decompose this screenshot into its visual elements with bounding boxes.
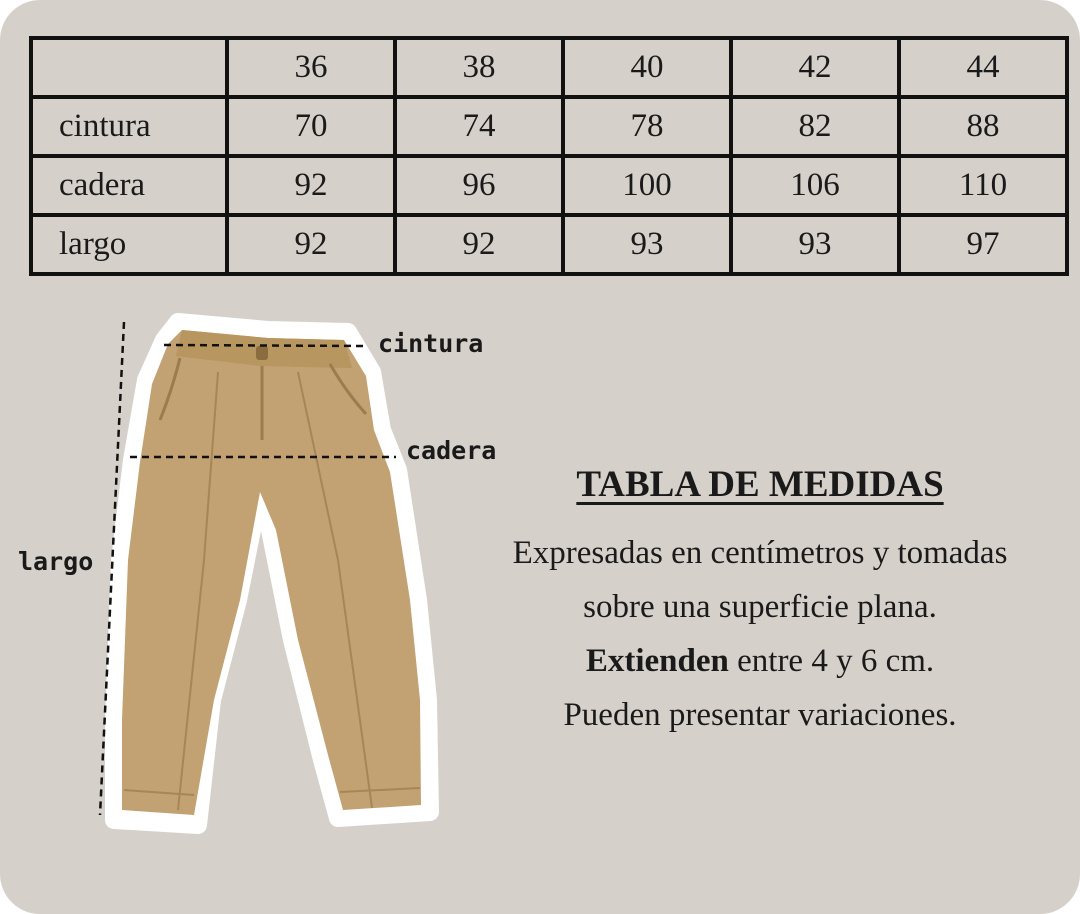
size-header-cell: 44 (899, 38, 1067, 97)
size-header-cell: 36 (227, 38, 395, 97)
cintura-line (164, 345, 366, 346)
info-line-4: Pueden presentar variaciones. (563, 697, 957, 733)
size-header-cell: 40 (563, 38, 731, 97)
cintura-label: cintura (378, 329, 484, 358)
info-line-2: sobre una superficie plana. (583, 589, 937, 625)
table-cell: 106 (731, 156, 899, 215)
table-cell: 96 (395, 156, 563, 215)
info-line-3-bold: Extienden (585, 643, 729, 679)
row-label-largo: largo (31, 215, 227, 274)
button-icon (256, 346, 268, 360)
measurement-info (440, 462, 1080, 742)
info-line-3-rest: entre 4 y 6 cm. (728, 643, 935, 679)
size-header-cell: 42 (731, 38, 899, 97)
table-header-row (31, 38, 1067, 97)
table-cell: 82 (731, 97, 899, 156)
table-row (31, 156, 1067, 215)
table-cell: 92 (395, 215, 563, 274)
table-row (31, 215, 1067, 274)
table-cell: 78 (563, 97, 731, 156)
table-cell: 92 (227, 215, 395, 274)
table-cell: 74 (395, 97, 563, 156)
table-cell: 70 (227, 97, 395, 156)
table-cell: 93 (563, 215, 731, 274)
table-cell: 88 (899, 97, 1067, 156)
cadera-label: cadera (406, 436, 497, 465)
table-cell: 110 (899, 156, 1067, 215)
table-row (31, 97, 1067, 156)
info-title: TABLA DE MEDIDAS (576, 464, 944, 505)
info-line-3 (440, 634, 1080, 688)
row-label-cadera: cadera (31, 156, 227, 215)
size-table (29, 36, 1069, 276)
table-cell: 97 (899, 215, 1067, 274)
table-cell: 100 (563, 156, 731, 215)
row-label-cintura: cintura (31, 97, 227, 156)
table-cell: 92 (227, 156, 395, 215)
size-header-cell: 38 (395, 38, 563, 97)
largo-label: largo (18, 547, 94, 576)
info-line-1: Expresadas en centímetros y tomadas (512, 535, 1008, 571)
table-corner-cell (31, 38, 227, 97)
table-cell: 93 (731, 215, 899, 274)
